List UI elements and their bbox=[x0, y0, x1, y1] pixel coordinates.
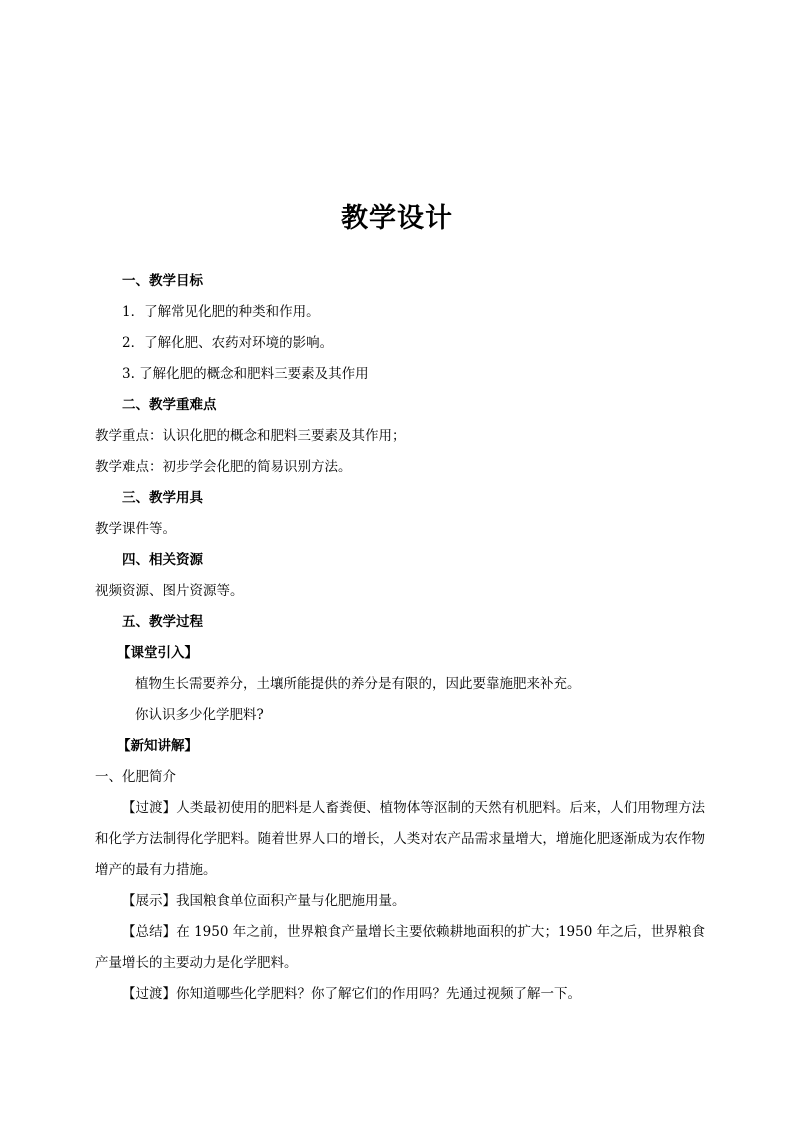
page-title: 教学设计 bbox=[341, 203, 453, 234]
paragraph-tag: 【总结】 bbox=[122, 924, 177, 940]
section-heading-resources: 四、相关资源 bbox=[122, 552, 203, 568]
subsection-heading: 一、化肥简介 bbox=[95, 769, 176, 785]
key-point-item: 教学重点：认识化肥的概念和肥料三要素及其作用； bbox=[95, 428, 406, 444]
section-heading-objectives: 一、教学目标 bbox=[122, 273, 203, 289]
resources-text: 视频资源、图片资源等。 bbox=[95, 583, 244, 599]
paragraph-text: 在 1950 年之前，世界粮食产量增长主要依赖耕地面积的扩大；1950 年之后，世界粮食产量增长的主要动力是化学肥料。 bbox=[95, 924, 705, 971]
section-heading-process: 五、教学过程 bbox=[122, 614, 203, 630]
section-heading-tools: 三、教学用具 bbox=[122, 490, 203, 506]
paragraph-display bbox=[95, 886, 705, 917]
intro-line: 你认识多少化学肥料? bbox=[135, 707, 264, 723]
intro-line: 植物生长需要养分，土壤所能提供的养分是有限的，因此要靠施肥来补充。 bbox=[135, 676, 581, 692]
paragraph-tag: 【过渡】 bbox=[122, 800, 177, 816]
paragraph-text: 你知道哪些化学肥料？你了解它们的作用吗？先通过视频了解一下。 bbox=[176, 986, 581, 1002]
paragraph-tag: 【展示】 bbox=[122, 893, 176, 909]
paragraph-text: 我国粮食单位面积产量与化肥施用量。 bbox=[176, 893, 406, 909]
key-point-item: 教学难点：初步学会化肥的简易识别方法。 bbox=[95, 459, 352, 475]
paragraph-transition bbox=[95, 979, 705, 1010]
section-heading-key-points: 二、教学重难点 bbox=[122, 397, 217, 413]
intro-label: 【课堂引入】 bbox=[117, 645, 198, 661]
objective-item: 2．了解化肥、农药对环境的影响。 bbox=[122, 335, 334, 351]
paragraph-summary bbox=[95, 917, 705, 979]
objective-item: 1．了解常见化肥的种类和作用。 bbox=[122, 304, 320, 320]
objective-item: 3. 了解化肥的概念和肥料三要素及其作用 bbox=[122, 366, 369, 382]
tools-text: 教学课件等。 bbox=[95, 521, 176, 537]
paragraph-transition bbox=[95, 793, 705, 886]
paragraph-tag: 【过渡】 bbox=[122, 986, 176, 1002]
new-knowledge-label: 【新知讲解】 bbox=[117, 738, 198, 754]
document-body bbox=[95, 266, 705, 1010]
paragraph-text: 人类最初使用的肥料是人畜粪便、植物体等沤制的天然有机肥料。后来，人们用物理方法和化学方法制得化学肥料。随着世界人口的增长，人类对农产品需求量增大，增施化肥逐渐成为农作物增产的最有力措施。 bbox=[95, 800, 706, 878]
